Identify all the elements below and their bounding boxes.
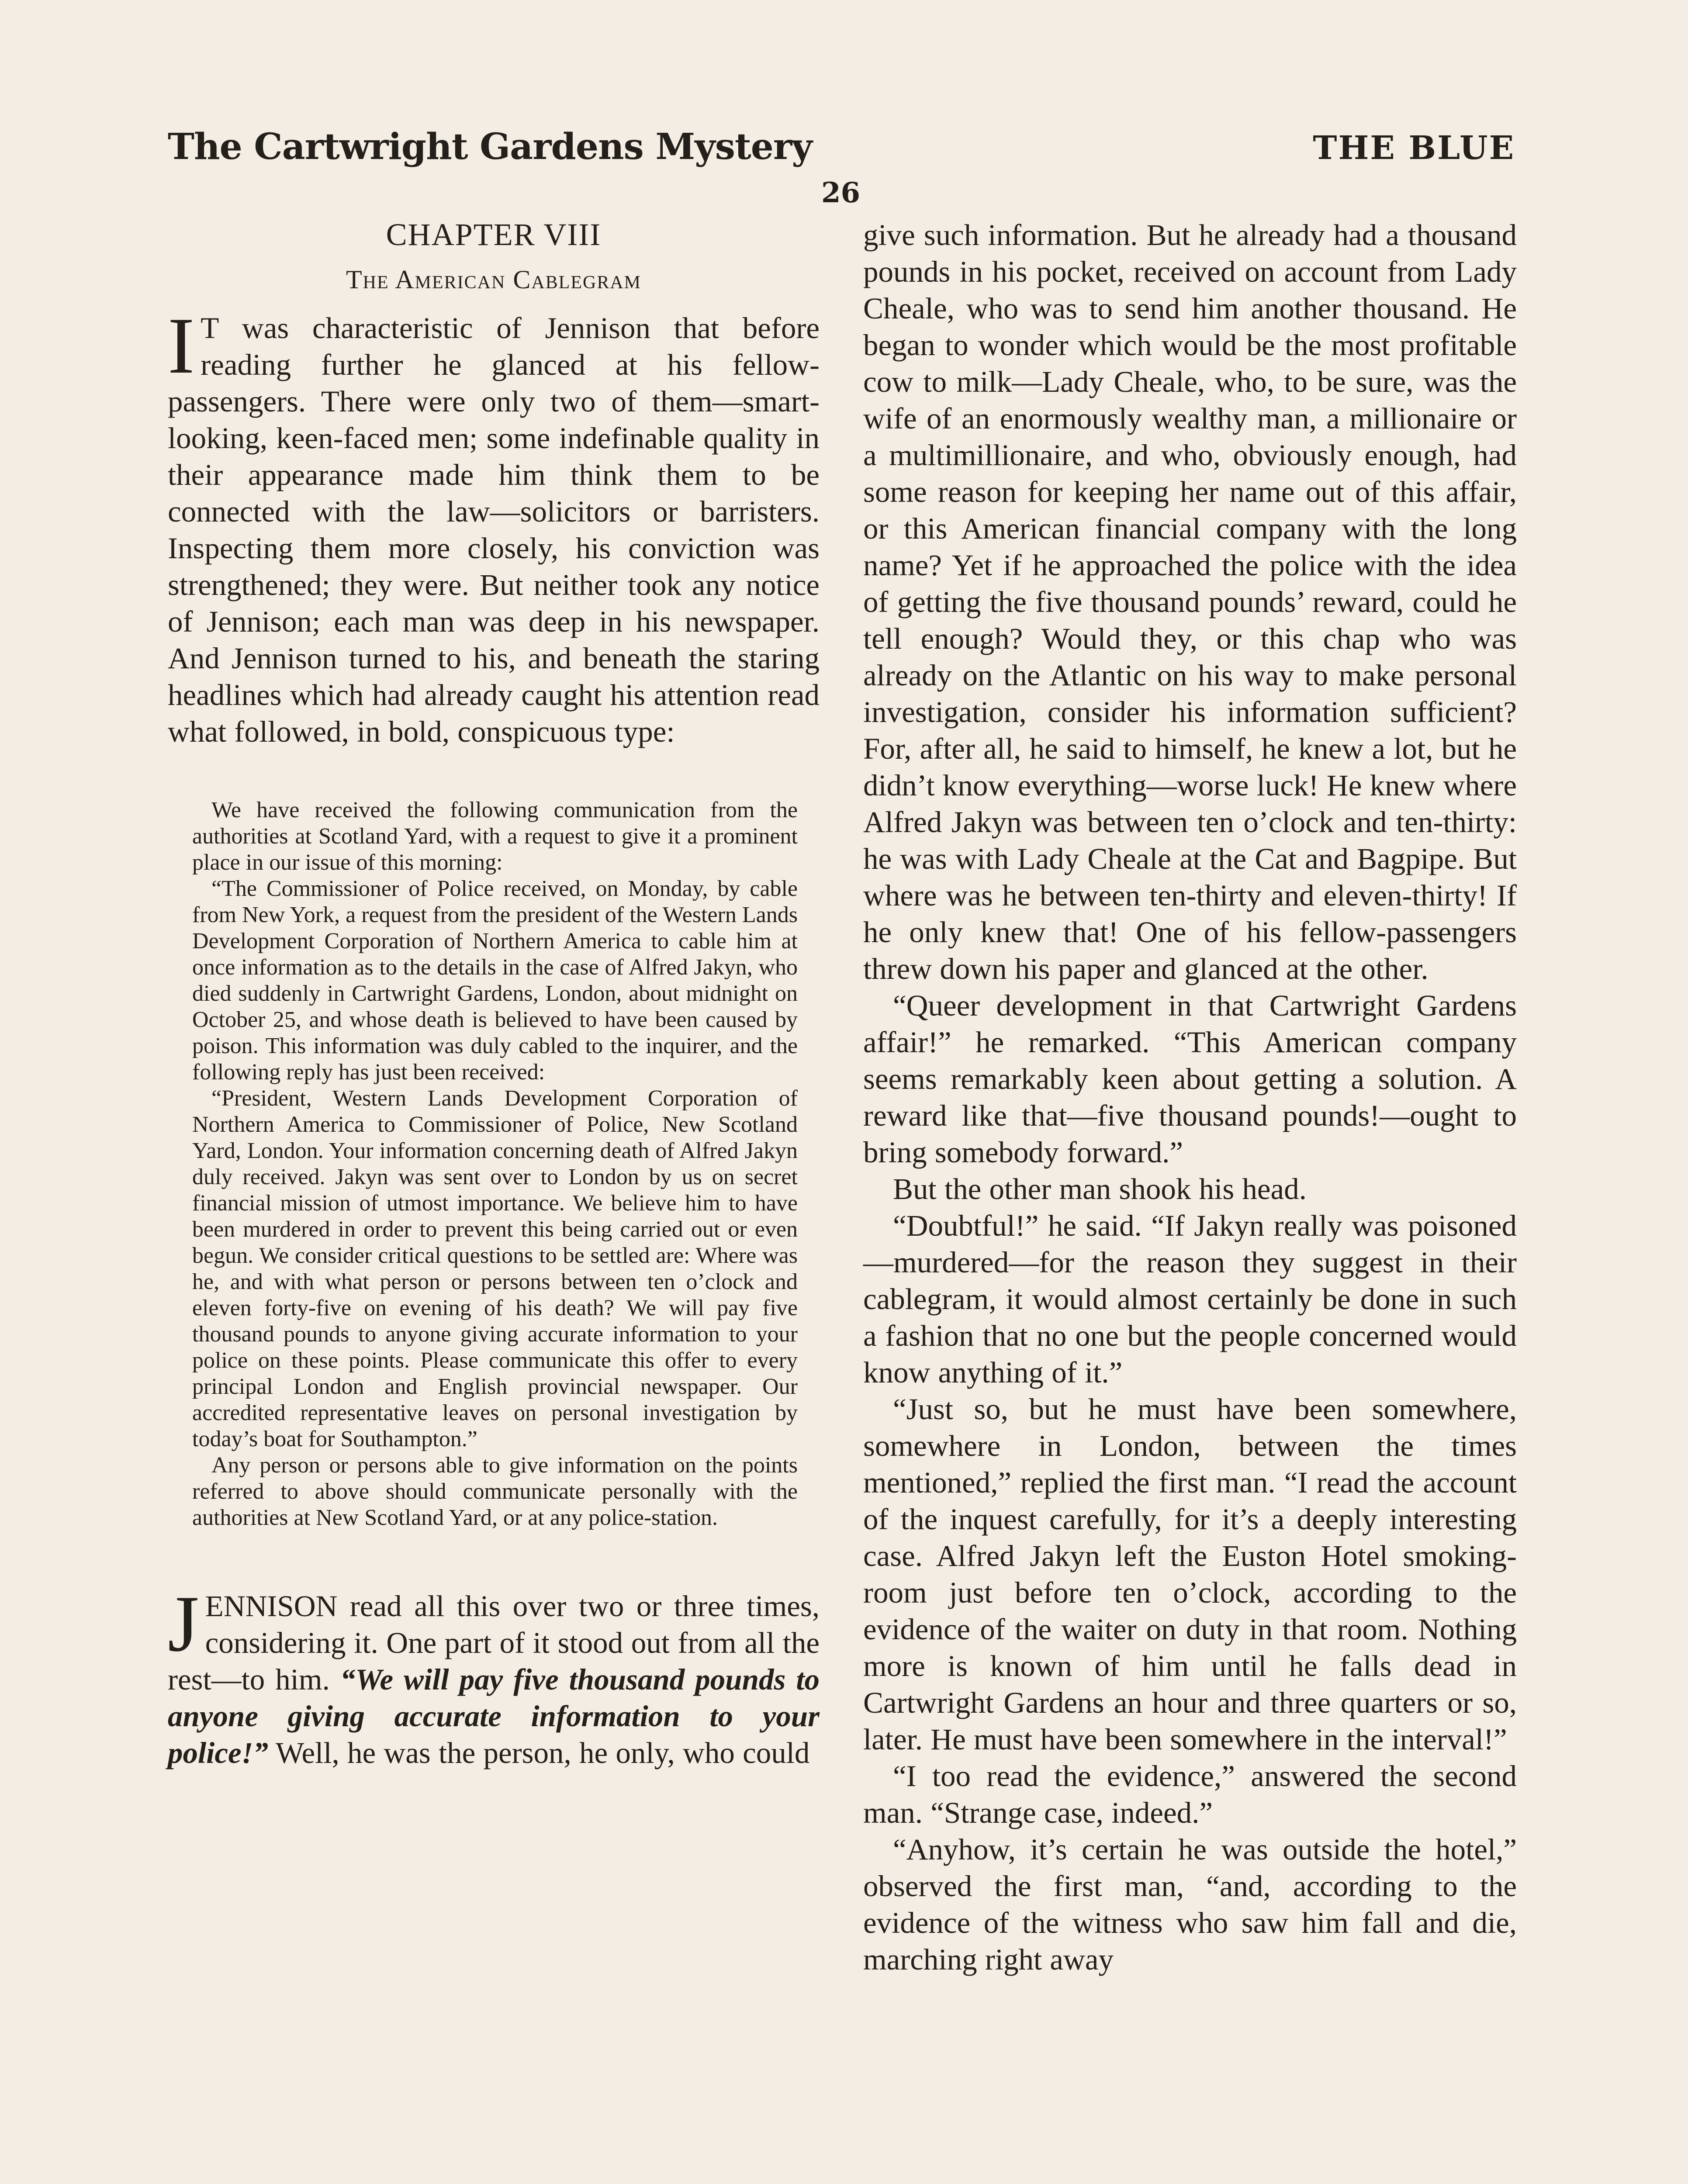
opening-paragraph [168,301,820,750]
body-paragraph: But the other man shook his head. [893,1172,1307,1206]
body-paragraph: “Just so, but he must have been somewhere, somewhere in London, between the times mentioned,” replied the first man. “I read the account of the inquest carefully, for it’s a deeply interesting case. Alfred Jakyn left the Euston Hotel smoking-room just before ten o’clock, according to the evidence of the waiter on duty in that room. Nothing more is known of him until he falls dead in Cartwright Gardens an hour and three quarters or so, later. He must have been somewhere in the interval!” [863,1393,1517,1756]
notice-paragraph: We have received the following communication from the authorities at Scotland Yard, with a request to give it a prominent place in our issue of this morning: [192,798,798,875]
italic-quote: “We will pay five thousand pounds to anyone giving accurate information to your police!” [168,1663,820,1770]
body-paragraph: “I too read the evidence,” answered the second man. “Strange case, indeed.” [863,1759,1517,1829]
notice-paragraph: Any person or persons able to give information on the points referred to above should communicate personally with the authorities at New Scotland Yard, or at any police-station. [192,1453,798,1531]
drop-cap: I [168,301,195,390]
right-column [863,217,1517,1978]
second-paragraph-end: Well, he was the person, he only, who could [268,1736,810,1770]
chapter-title: The American Cablegram [346,265,642,294]
body-paragraph: give such information. But he already had a thousand pounds in his pocket, received on account from Lady Cheale, who was to send him another thousand. He began to wonder which would be the most profitable cow to milk—Lady Cheale, who, to be sure, was the wife of an enormously wealthy man, a millionaire or a multimillionaire, and who, obviously enough, had some reason for keeping her name out of this affair, or this American financial company with the long name? Yet if he approached the police with the idea of getting the five thousand pounds’ reward, could he tell enough? Would they, or this chap who was already on the Atlantic on his way to make personal investigation, consider his information sufficient? For, after all, he said to himself, he knew a lot, but he didn’t know everything—worse luck! He knew where Alfred Jakyn was between ten o’clock and ten-thirty: he was with Lady Cheale at the Cat and Bagpipe. But where was he between ten-thirty and eleven-thirty! If he only knew that! One of his fellow-passengers threw down his paper and glanced at the other. [863,218,1517,985]
opening-paragraph-text: T was characteristic of Jennison that before reading further he glanced at his fellow-passengers. There were only two of them—smart-looking, keen-faced men; some indefinable quality in their appearance made him think them to be connected with the law—solicitors or barristers. Inspecting them more closely, his conviction was strengthened; they were. But neither took any notice of Jennison; each man was deep in his newspaper. And Jennison turned to his, and beneath the staring headlines which had already caught his attention read what followed, in bold, conspicuous type: [168,311,820,749]
running-title: The Cartwright Gardens Mystery [168,126,812,168]
newspaper-notice [168,797,820,1531]
magazine-name: THE BLUE [1313,129,1515,167]
left-column [168,214,820,1771]
notice-paragraph: “President, Western Lands Development Corporation of Northern America to Commissioner of Police, New Scotland Yard, London. Your information concerning death of Alfred Jakyn duly received. Jakyn was sent over to London by us on secret financial mission of utmost importance. We believe him to have been murdered in order to prevent this being carried out or even begun. We consider critical questions to be settled are: Where was he, and with what person or persons between ten o’clock and eleven forty-five on evening of his death? We will pay five thousand pounds to anyone giving accurate information to your police on these points. Please communicate this offer to every principal London and English provincial newspaper. Our accredited representative leaves on personal investigation by today’s boat for Southampton.” [192,1086,798,1452]
chapter-number: CHAPTER VIII [386,217,602,252]
page-number: 26 [821,176,861,209]
body-paragraph: “Doubtful!” he said. “If Jakyn really was poisoned—murdered—for the reason they suggest in their cablegram, it would almost certainly be done in such a fashion that no one but the people concerned would know anything of it.” [863,1209,1517,1389]
body-paragraph: “Queer development in that Cartwright Gardens affair!” he remarked. “This American company seems remarkably keen about getting a solution. A reward like that—five thousand pounds!—ought to bring somebody forward.” [863,989,1517,1169]
drop-cap: J [168,1579,199,1669]
second-paragraph [168,1579,820,1771]
body-paragraph: “Anyhow, it’s certain he was outside the hotel,” observed the first man, “and, according to the evidence of the witness who saw him fall and die, marching right away [863,1833,1517,1976]
second-paragraph-text: ENNISON read all this over two or three times, considering it. One part of it stood out from all the rest—to him. [168,1590,820,1697]
notice-paragraph: “The Commissioner of Police received, on Monday, by cable from New York, a request from the president of the Western Lands Development Corporation of Northern America to cable him at once information as to the details in the case of Alfred Jakyn, who died suddenly in Cartwright Gardens, London, about midnight on October 25, and whose death is believed to have been caused by poison. This information was duly cabled to the inquirer, and the following reply has just been received: [192,876,798,1085]
